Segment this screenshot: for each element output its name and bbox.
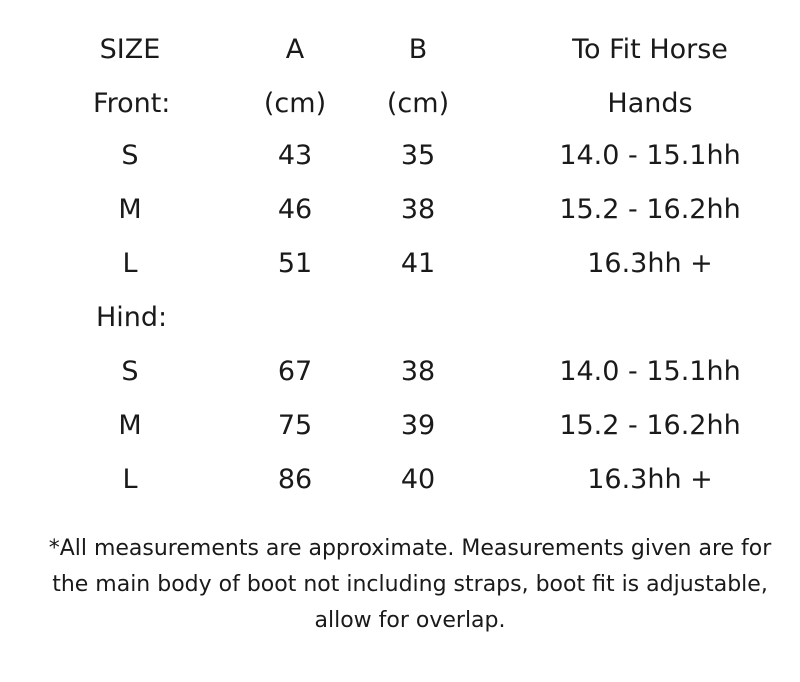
section-label-hind: Hind: [96,302,168,333]
a-cell: 46 [277,194,313,225]
size-cell: L [122,248,138,279]
header-size: SIZE [99,34,161,65]
footnote [20,531,800,639]
size-cell: S [121,356,139,387]
size-cell: M [118,410,142,441]
fit-cell: 14.0 - 15.1hh [559,356,741,387]
a-cell: 75 [277,410,313,441]
footnote-line-1: *All measurements are approximate. Measurements given are for [48,536,772,561]
header-a: A [285,34,305,65]
fit-cell: 16.3hh + [587,248,713,279]
unit-a: (cm) [263,88,327,119]
fit-cell: 15.2 - 16.2hh [559,410,741,441]
table-row-front-m [0,183,800,237]
footnote-line-3: allow for overlap. [314,608,506,633]
b-cell: 38 [400,194,436,225]
a-cell: 67 [277,356,313,387]
b-cell: 35 [400,140,436,171]
fit-cell: 16.3hh + [587,464,713,495]
b-cell: 39 [400,410,436,441]
a-cell: 86 [277,464,313,495]
unit-fit: Hands [607,88,693,119]
b-cell: 41 [400,248,436,279]
table-row-front-l [0,237,800,291]
header-fit: To Fit Horse [572,34,728,65]
table-row-front-s [0,129,800,183]
fit-cell: 14.0 - 15.1hh [559,140,741,171]
size-cell: S [121,140,139,171]
table-row-hind-s [0,345,800,399]
b-cell: 40 [400,464,436,495]
header-row [0,23,800,77]
fit-cell: 15.2 - 16.2hh [559,194,741,225]
footnote-line-2: the main body of boot not including straps, boot fit is adjustable, [52,572,768,597]
a-cell: 51 [277,248,313,279]
section-label-front: Front: [93,88,171,119]
subheader-row [0,77,800,131]
table-row-hind-m [0,399,800,453]
a-cell: 43 [277,140,313,171]
hind-label-row [0,291,800,345]
header-b: B [408,34,428,65]
table-row-hind-l [0,453,800,507]
size-cell: M [118,194,142,225]
unit-b: (cm) [386,88,450,119]
b-cell: 38 [400,356,436,387]
size-cell: L [122,464,138,495]
